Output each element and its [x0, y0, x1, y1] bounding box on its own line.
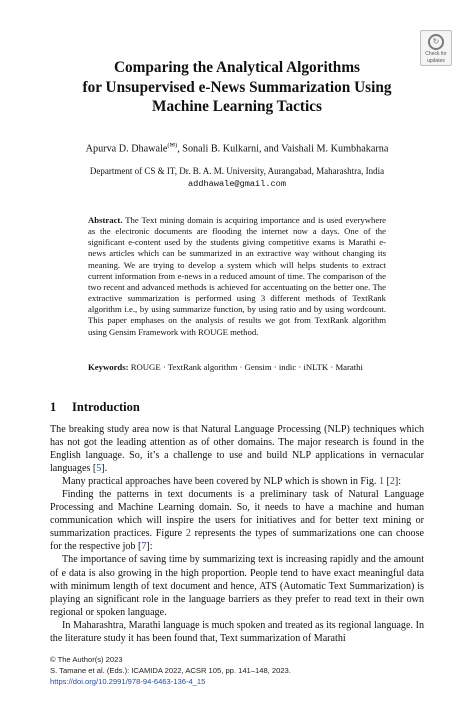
abstract-label: Abstract. — [88, 215, 123, 225]
paragraph-3-text: Finding the patterns in text documents is a preliminary task of Natural Language Processing and Machine Learning domain. So, it needs to have a machine and human communication which will inspire the users for initiatives and for better text mining or summarization practices. Figure — [50, 489, 424, 540]
keywords — [88, 362, 386, 373]
paragraph-3-end: ]: — [146, 541, 153, 553]
first-author: Apurva D. Dhawale — [85, 143, 168, 155]
figure-link[interactable]: 2 — [185, 528, 191, 540]
keywords-label: Keywords: — [88, 362, 129, 372]
keywords-text: ROUGE · TextRank algorithm · Gensim · indic · iNLTK · Marathi — [128, 362, 363, 372]
paragraph-1-text: The breaking study area now is that Natural Language Processing (NLP) techniques which has not got the leading attention as of other domains. The major research is found in the English language. So, it’s a challenge to use and build NLP applications in vernacular languages [ — [50, 424, 424, 475]
section-heading — [50, 400, 140, 415]
paragraph-2 — [50, 475, 424, 488]
paragraph-3-mid: represents the types of summarizations one can choose for the respective job [ — [50, 528, 424, 553]
corresponding-author-mail-icon[interactable]: (✉) — [167, 142, 178, 149]
title-line-3: Machine Learning Tactics — [152, 98, 322, 115]
author-email[interactable]: addhawale@gmail.com — [188, 179, 286, 189]
badge-line1: Check for — [425, 51, 447, 57]
paragraph-1-end: ]. — [101, 463, 108, 475]
doi-link[interactable]: https://doi.org/10.2991/978-94-6463-136-4_15 — [50, 676, 206, 686]
paragraph-1 — [50, 423, 424, 475]
abstract-text: The Text mining domain is acquiring importance and is used everywhere as the electronic documents are flooding the internet now a days. One of the significant e-content used by the students giving competitive exams is Marathi e-news articles which can be summarized in an extractive way without changing its meaning. We are trying to develop a system which will helps students to extract current information from e-news in a reduced amount of time. The comparison of the two recent and advanced methods is achieved for accentuating on the better one. The extractive summarization is performed using 3 different methods of TextRank algorithm i.e., by using summarize function, by using ratio and by using wordcount. This paper emphases on the analysis of results we got from TextRank algorithm using Gensim Framework with ROUGE method. — [88, 215, 386, 337]
citation-link[interactable]: 7 — [141, 541, 147, 553]
paragraph-4: The importance of saving time by summarizing text is increasing rapidly and the amount of e data is also growing in the high proportion. People tend to have exact meaningful data with minimum length of text document and hence, ATS (Automatic Text Summarization) is playing an significant role in the language barriers as they prefer to read text in their own regional or spoken language. — [50, 554, 424, 618]
check-updates-icon: ↻ — [428, 34, 444, 50]
section-number: 1 — [50, 400, 57, 414]
abstract — [88, 215, 386, 338]
paper-title — [50, 58, 424, 117]
copyright-line: © The Author(s) 2023 — [50, 655, 123, 664]
body-text — [50, 423, 424, 645]
paragraph-2-mid: [ — [383, 476, 390, 488]
check-for-updates-badge[interactable] — [420, 30, 452, 66]
figure-link[interactable]: 1 — [378, 476, 384, 488]
author-list — [40, 141, 434, 154]
paragraph-2-end: ]: — [394, 476, 402, 488]
section-title: Introduction — [72, 400, 140, 414]
citation-line: S. Tamane et al. (Eds.): ICAMIDA 2022, ACSR 105, pp. 141–148, 2023. — [50, 665, 291, 675]
title-line-2: for Unsupervised e-News Summarization Using — [82, 78, 392, 96]
affiliation-department: Department of CS & IT, Dr. B. A. M. University, Aurangabad, Maharashtra, India — [89, 166, 385, 176]
title-line-1: Comparing the Analytical Algorithms — [113, 59, 361, 76]
page-footer — [50, 655, 291, 687]
badge-line2: updates — [427, 58, 445, 64]
affiliation — [40, 165, 434, 191]
paragraph-5: In Maharashtra, Marathi language is much spoken and treated as its regional language. In the literature study it has been found that, Text summarization of Marathi — [50, 619, 424, 644]
paragraph-3 — [50, 488, 424, 553]
citation-link[interactable]: 5 — [96, 463, 102, 475]
other-authors: , Sonali B. Kulkarni, and Vaishali M. Kumbhakarna — [177, 143, 389, 155]
paragraph-2-text: Many practical approaches have been covered by NLP which is shown in Fig. — [62, 476, 379, 488]
citation-link[interactable]: 2 — [389, 476, 395, 488]
